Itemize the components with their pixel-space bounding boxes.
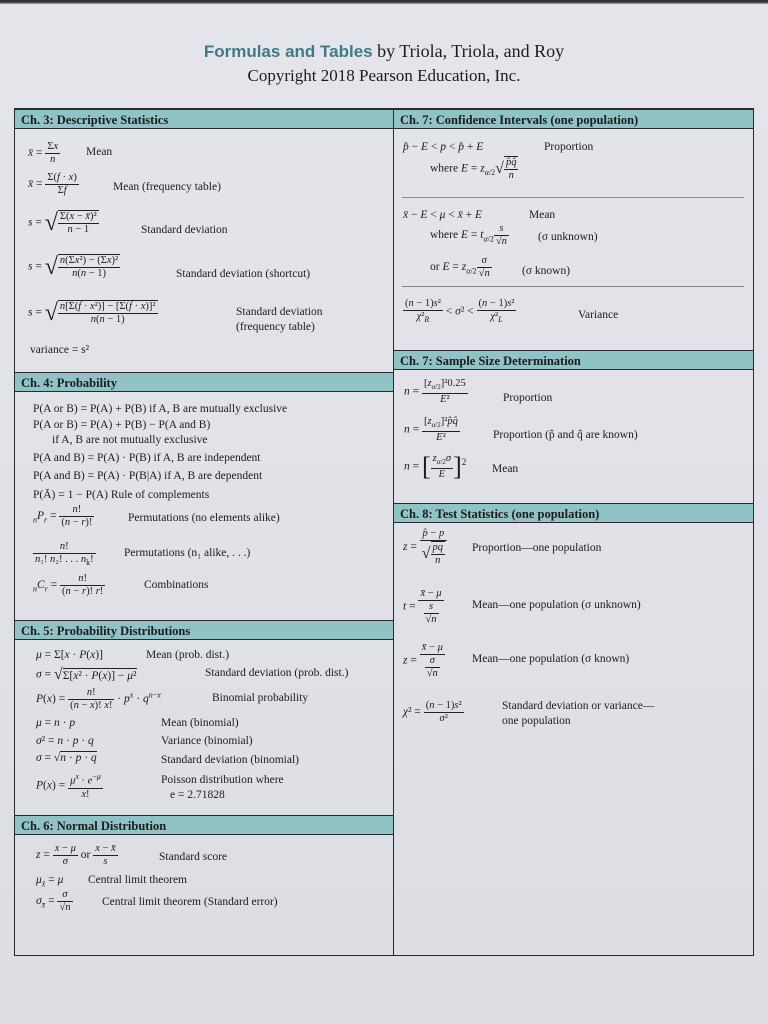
z-score-label: Standard score xyxy=(159,851,228,863)
sd-formula: s = √ $\frac{\text{Σ(x − x̄)²}}{n - 1}$ xyxy=(28,210,97,236)
sd-shortcut-formula: s = √ $\frac{\text{n(Σx²) − (Σx)²}}{n(n - 1)}$ xyxy=(28,254,119,280)
mean-prob-dist-formula: μ = Σ[x · P(x)] xyxy=(36,649,103,661)
prob-rule-5: P(Ā) = 1 − P(A) Rule of complements xyxy=(33,489,210,501)
ts-proportion-formula: z = p̂ − p √ $\frac{pq}{n}$ xyxy=(403,528,447,567)
permutation-label: Permutations (no elements alike) xyxy=(128,512,280,524)
ci-mean-margin-t: where $E = t_{\alpha/2}$ $\frac{s}{√n}$ xyxy=(430,223,507,247)
variance-text: variance = s² xyxy=(30,344,90,356)
ch5-title: Ch. 5: Probability Distributions xyxy=(15,620,393,640)
combination-formula: $_nC_r$ = $\frac{n!}{(n - r)! r!}$ xyxy=(33,573,104,597)
sd-prob-dist-label: Standard deviation (prob. dist.) xyxy=(205,667,349,679)
var-binomial-formula: σ² = n · p · q xyxy=(36,735,94,747)
ch4-title: Ch. 4: Probability xyxy=(15,372,393,392)
permutation-alike-label: Permutations (n₁ alike, . . .) xyxy=(124,547,251,559)
var-binomial-label: Variance (binomial) xyxy=(161,735,253,747)
mean-ft-label: Mean (frequency table) xyxy=(113,181,221,193)
ci-mean-formula: x̄ − E < μ < x̄ + E xyxy=(403,209,483,221)
ts-mean-z-label: Mean—one population (σ known) xyxy=(472,653,630,665)
prob-rule-4: P(A and B) = P(A) · P(B|A) if A, B are dependent xyxy=(33,470,263,482)
sd-binomial-formula: σ = √n · p · q xyxy=(36,752,97,764)
mean-binomial-label: Mean (binomial) xyxy=(161,717,239,729)
sd-label: Standard deviation xyxy=(141,224,228,236)
prob-rule-2b: if A, B are not mutually exclusive xyxy=(52,434,208,446)
ci-divider-2 xyxy=(402,286,744,287)
sd-prob-dist-formula: σ = √Σ[x² · P(x)] − μ² xyxy=(36,666,137,683)
ch3-title: Ch. 3: Descriptive Statistics xyxy=(15,109,393,129)
prob-rule-3: P(A and B) = P(A) · P(B) if A, B are independent xyxy=(33,452,261,464)
ci-variance-formula: $\frac{\text{(n − 1)s²}}{\chi^2_R}$ < σ² < $\frac{\text{(n − 1)s²}}{\chi^2_L}$ xyxy=(405,298,515,325)
page-header xyxy=(0,40,768,87)
ci-proportion-formula: p̂ − E < p < p̂ + E xyxy=(403,141,484,153)
sigma-unknown-label: (σ unknown) xyxy=(538,231,598,243)
ts-proportion-label: Proportion—one population xyxy=(472,542,602,554)
ss-proportion-label: Proportion xyxy=(503,392,553,404)
permutation-alike-formula: $\frac{n!}{n_1! n_2! . . . n_k!}$ xyxy=(35,541,94,568)
mean-ft-formula: x̄ = $\frac{\Sigma(f \cdot x)}{\Sigma f}$ xyxy=(28,172,77,196)
header-copyright: Copyright 2018 Pearson Education, Inc. xyxy=(247,66,521,85)
clt-label: Central limit theorem xyxy=(88,874,188,886)
sd-shortcut-label: Standard deviation (shortcut) xyxy=(176,268,311,280)
combination-label: Combinations xyxy=(144,579,209,591)
ts-mean-t-formula: t = $\frac{x̄ - \mu}{\frac{s}{√n}}$ xyxy=(403,588,442,625)
prob-rule-1: P(A or B) = P(A) + P(B) if A, B are mutually exclusive xyxy=(33,403,288,415)
sd-ft-formula: s = √ $\frac{\text{n[Σ(f · x²)] − [Σ(f · x)]²}}{n(n - 1)}$ xyxy=(28,300,156,326)
ci-divider-1 xyxy=(402,197,744,198)
ci-proportion-margin: where $E = z_{\alpha/2}√$ $\frac{p̂q̂}{n}$ xyxy=(430,157,517,181)
ch7-ss-title: Ch. 7: Sample Size Determination xyxy=(394,350,753,370)
mean-label: Mean xyxy=(86,146,113,158)
ts-mean-t-label: Mean—one population (σ unknown) xyxy=(472,599,641,611)
mean-prob-dist-label: Mean (prob. dist.) xyxy=(146,649,230,661)
sigma-known-label: (σ known) xyxy=(522,265,571,277)
poisson-label-1: Poisson distribution where xyxy=(161,774,284,786)
ss-proportion-known-formula: n = $\frac{[z_{\alpha/2}]^2p̂q̂}{\text{E²}}$ xyxy=(404,416,458,444)
standard-error-formula: $\sigma_{x̄}$ = $\frac{\sigma}{√n}$ xyxy=(36,889,71,913)
permutation-formula: $_nP_r$ = $\frac{n!}{(n - r)!}$ xyxy=(33,504,93,528)
z-score-formula: z = $\frac{x - \mu}{\sigma}$ or $\frac{x - x̄}{s}$ xyxy=(36,843,116,867)
ci-mean-label: Mean xyxy=(529,209,556,221)
ss-proportion-formula: n = $\frac{[z_{\alpha/2}]^20.25}{\text{E²}}$ xyxy=(404,378,466,406)
standard-error-label: Central limit theorem (Standard error) xyxy=(102,896,278,908)
mean-binomial-formula: μ = n · p xyxy=(36,717,76,729)
ss-proportion-known-label: Proportion (p̂ and q̂ are known) xyxy=(493,429,638,441)
poisson-label-2: e = 2.71828 xyxy=(170,789,225,801)
ts-chi-square-formula: χ² = $\frac{\text{(n − 1)s²}}{\text{σ²}}$ xyxy=(403,700,462,724)
ch6-title: Ch. 6: Normal Distribution xyxy=(15,815,393,835)
ci-mean-margin-z: or $E = z_{\alpha/2}$ $\frac{\sigma}{√n}$ xyxy=(430,255,490,279)
ss-mean-formula: n = [ $\frac{z_{\alpha/2}\sigma}{E}$ ]$^2$ xyxy=(404,452,467,482)
ci-proportion-label: Proportion xyxy=(544,141,594,153)
sd-binomial-label: Standard deviation (binomial) xyxy=(161,754,299,766)
ss-mean-label: Mean xyxy=(492,463,519,475)
binomial-formula: P(x) = $\frac{n!}{(n - x)! x!}$ · $p^x \cdot q^{n-x}$ xyxy=(36,687,161,711)
prob-rule-2: P(A or B) = P(A) + P(B) − P(A and B) xyxy=(33,419,211,431)
mean-formula: x̄ = $\frac{\Sigma x}{n}$ xyxy=(28,141,59,165)
header-byline: by Triola, Triola, and Roy xyxy=(372,41,565,61)
clt-formula: $\mu_{x̄} = \mu$ xyxy=(36,874,64,889)
poisson-formula: P(x) = $\frac{\mu^x \cdot e^{-\mu}}{x!}$ xyxy=(36,772,101,800)
binomial-label: Binomial probability xyxy=(212,692,309,704)
ts-chi-square-label-2: one population xyxy=(502,715,571,727)
column-divider xyxy=(393,108,394,956)
ch7-ci-title: Ch. 7: Confidence Intervals (one population) xyxy=(394,109,753,129)
ci-variance-label: Variance xyxy=(578,309,619,321)
sd-ft-label-1: Standard deviation xyxy=(236,306,323,318)
ch8-title: Ch. 8: Test Statistics (one population) xyxy=(394,503,753,523)
ts-mean-z-formula: z = $\frac{x̄ - \mu}{\frac{\sigma}{√n}}$ xyxy=(403,642,443,679)
header-brand: Formulas and Tables xyxy=(203,42,373,61)
sd-ft-label-2: (frequency table) xyxy=(236,321,315,333)
ts-chi-square-label-1: Standard deviation or variance— xyxy=(502,700,655,712)
